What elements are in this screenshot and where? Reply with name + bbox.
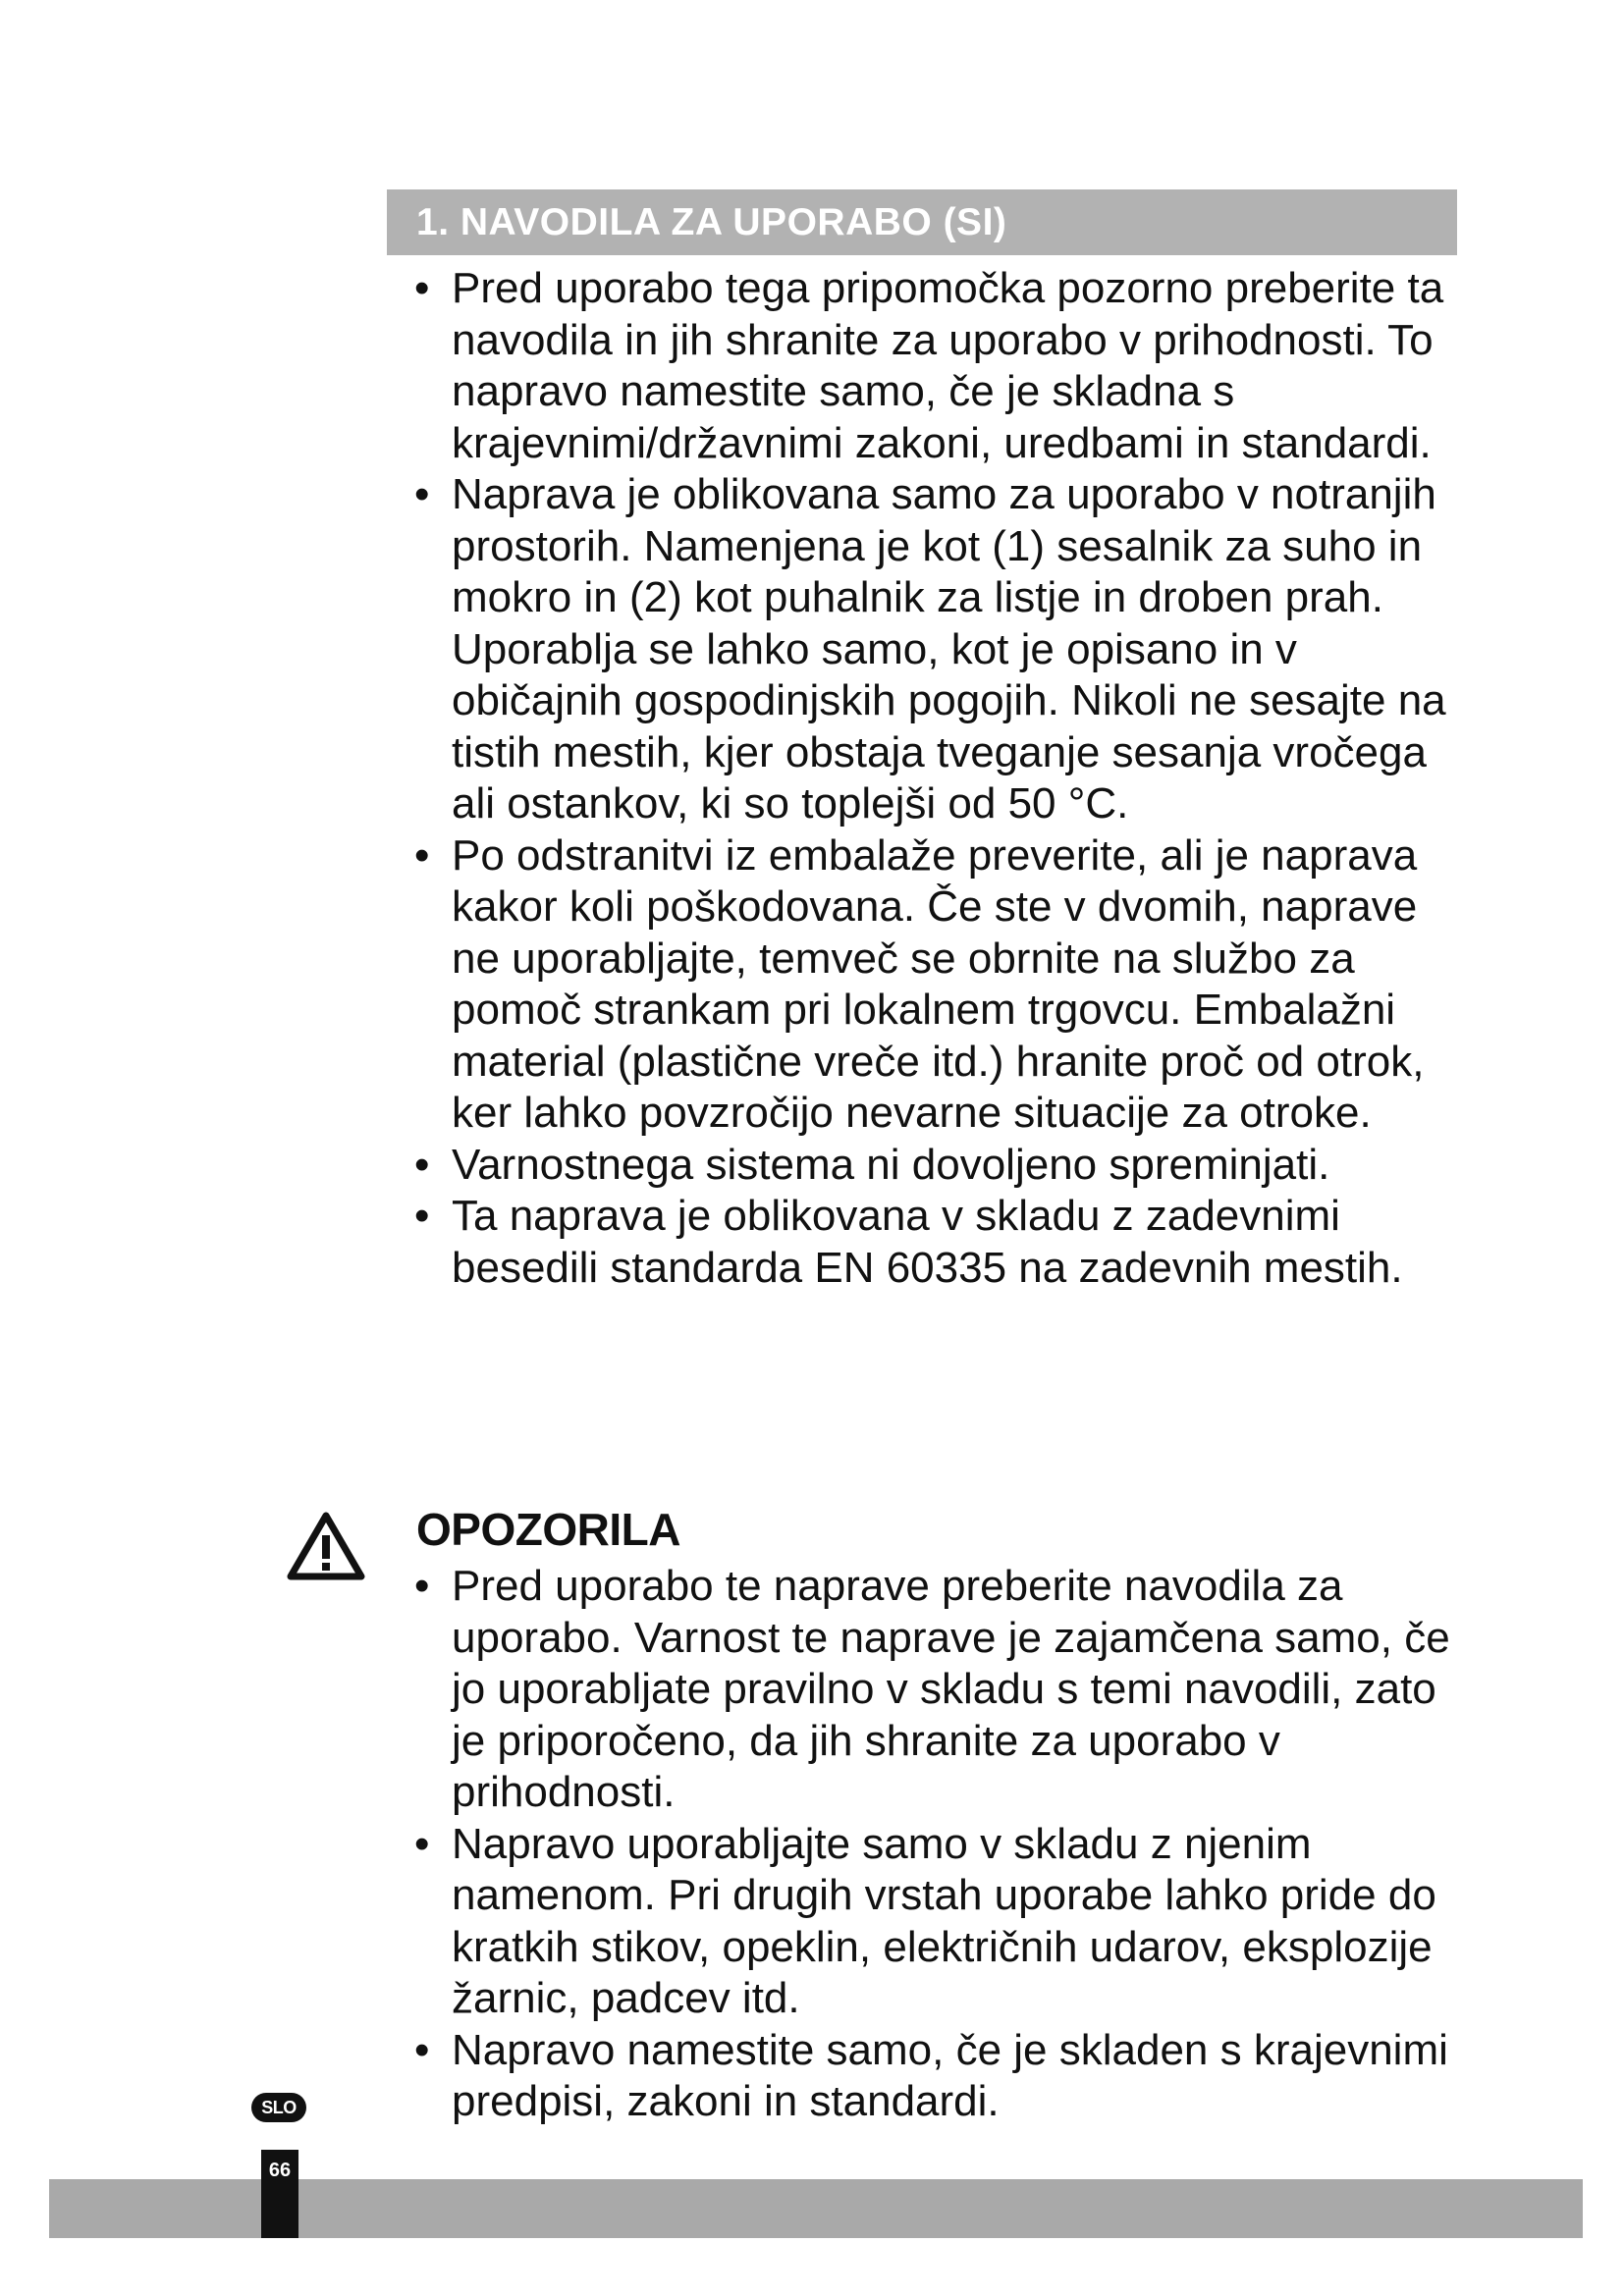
list-item-text: Napravo namestite samo, če je skladen s krajevnimi predpisi, zakoni in standardi. <box>452 2025 1448 2125</box>
warnings-heading: OPOZORILA <box>416 1504 680 1555</box>
warning-triangle-icon <box>287 1512 365 1580</box>
list-item-text: Pred uporabo te naprave preberite navodila za uporabo. Varnost te naprave je zajamčena samo, če jo uporabljate pravilno v skladu s temi navodili, zato je priporočeno, da jih shranite za uporabo v prihodnosti. <box>452 1562 1450 1816</box>
list-item <box>412 469 1473 830</box>
list-item-text: Naprava je oblikovana samo za uporabo v notranjih prostorih. Namenjena je kot (1) sesalnik za suho in mokro in (2) kot puhalnik za listje in droben prah. Uporablja se lahko samo, kot je opisano in v običajnih gospodinjskih pogojih. Nikoli ne sesajte na tistih mestih, kjer obstaja tveganje sesanja vročega ali ostankov, ki so toplejši od 50 °C. <box>452 470 1446 828</box>
list-item-text: Ta naprava je oblikovana v skladu z zadevnimi besedili standarda EN 60335 na zadevnih mestih. <box>452 1192 1403 1292</box>
bullet-icon: • <box>414 1192 430 1240</box>
list-item <box>412 830 1473 1140</box>
bullet-icon: • <box>414 830 430 880</box>
bullet-icon: • <box>414 264 430 312</box>
list-item-text: Napravo uporabljajte samo v skladu z njenim namenom. Pri drugih vrstah uporabe lahko pride do kratkih stikov, opeklin, električnih udarov, eksplozije žarnic, padcev itd. <box>452 1819 1436 2022</box>
instructions-list <box>412 263 1473 1294</box>
section-header-bar <box>387 189 1457 255</box>
list-item <box>412 1561 1473 1819</box>
list-item-text: Pred uporabo tega pripomočka pozorno preberite ta navodila in jih shranite za uporabo v prihodnosti. To napravo namestite samo, če je skladna s krajevnimi/državnimi zakoni, uredbami in standardi. <box>452 264 1444 467</box>
bullet-icon: • <box>414 1562 430 1610</box>
list-item <box>412 1819 1473 2025</box>
bullet-icon: • <box>414 1140 430 1189</box>
list-item <box>412 263 1473 469</box>
list-item-text: Po odstranitvi iz embalaže preverite, ali je naprava kakor koli poškodovana. Če ste v dvomih, naprave ne uporabljajte, temveč se obrnite na službo za pomoč strankam pri lokalnem trgovcu. Embalažni material (plastične vreče itd.) hranite proč od otrok, ker lahko povzročijo nevarne situacije za otroke. <box>452 830 1425 1137</box>
language-badge: SLO <box>251 2093 306 2122</box>
list-item-text: Varnostnega sistema ni dovoljeno spreminjati. <box>452 1140 1330 1189</box>
bullet-icon: • <box>414 470 430 518</box>
warnings-list <box>412 1561 1473 2128</box>
list-item <box>412 1140 1473 1192</box>
bullet-icon: • <box>414 2025 430 2074</box>
list-item <box>412 2025 1473 2128</box>
bullet-icon: • <box>414 1819 430 1868</box>
section-title: 1. NAVODILA ZA UPORABO (SI) <box>416 200 1007 243</box>
page-number: 66 <box>261 2150 298 2238</box>
list-item <box>412 1191 1473 1294</box>
